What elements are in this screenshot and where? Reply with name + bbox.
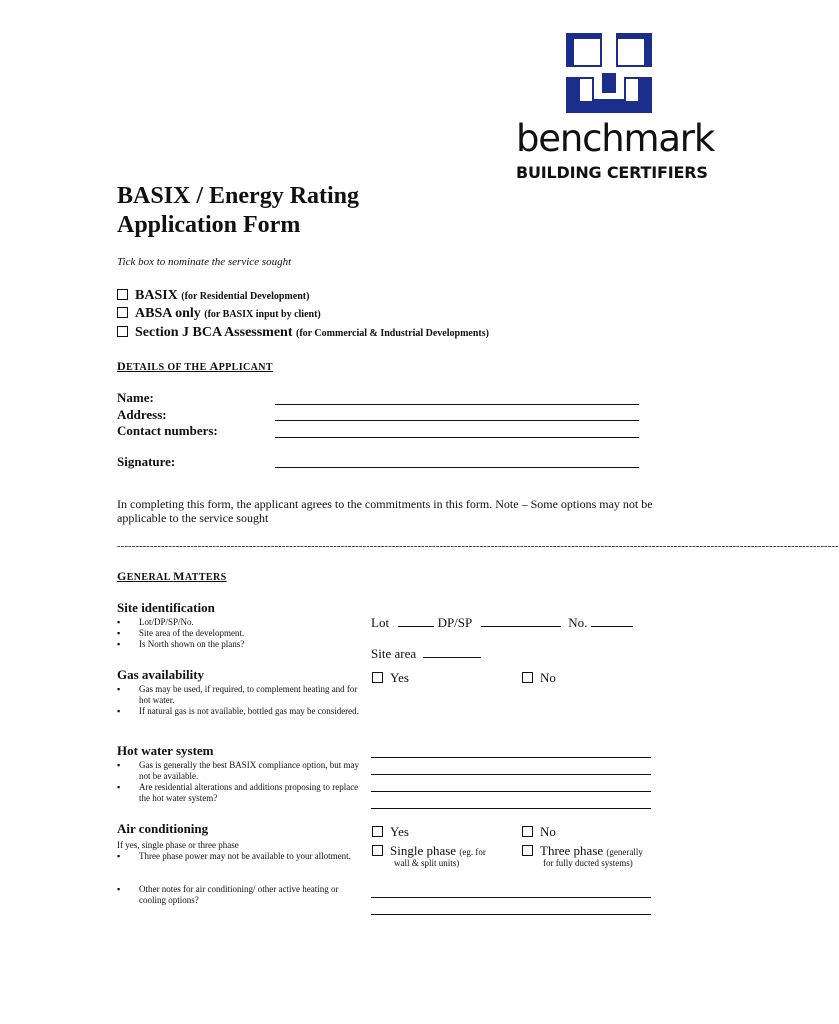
gas-availability-title: Gas availability: [117, 667, 205, 682]
hot-water-line-1[interactable]: [371, 757, 651, 758]
site-area-field[interactable]: [423, 646, 481, 658]
hot-water-title: Hot water system: [117, 743, 214, 758]
list-item: ▪ Three phase power may not be available to your allotment.: [117, 851, 362, 862]
gas-no-option[interactable]: [522, 671, 556, 684]
service-basix-label: BASIX: [135, 288, 178, 303]
checkbox-air-yes[interactable]: [372, 826, 383, 837]
lot-label: Lot: [371, 615, 390, 630]
signature-label: Signature:: [117, 454, 176, 469]
air-no-label: No: [540, 824, 556, 839]
checkbox-absa[interactable]: [117, 307, 128, 318]
name-label: Name:: [117, 390, 154, 405]
single-phase-option[interactable]: [372, 844, 486, 857]
air-intro: If yes, single phase or three phase: [117, 840, 239, 850]
contact-field[interactable]: [275, 437, 639, 438]
air-no-option[interactable]: [522, 825, 556, 838]
dpsp-field[interactable]: [481, 615, 561, 627]
list-item: ▪ Is North shown on the plans?: [117, 639, 362, 650]
hot-water-line-4[interactable]: [371, 808, 651, 809]
single-phase-label: Single phase: [390, 843, 457, 858]
gas-bullets: [117, 684, 362, 717]
site-area-label: Site area: [371, 646, 417, 661]
form-title-line1: BASIX / Energy Rating: [117, 183, 360, 209]
hot-water-line-3[interactable]: [371, 791, 651, 792]
list-item: ▪ Gas may be used, if required, to complement heating and for hot water.: [117, 684, 362, 706]
air-yes-option[interactable]: [372, 825, 409, 838]
logo-tagline: BUILDING CERTIFIERS: [516, 163, 708, 182]
air-notes-line-2[interactable]: [371, 914, 651, 915]
checkbox-section-j[interactable]: [117, 326, 128, 337]
single-phase-note-2: wall & split units): [394, 858, 460, 868]
hot-water-bullets: [117, 760, 362, 804]
service-section-j[interactable]: [117, 326, 489, 340]
agreement-text: In completing this form, the applicant agrees to the commitments in this form. Note – Some options may not be applicable to the service sought: [117, 497, 653, 525]
list-item: ▪ If natural gas is not available, bottled gas may be considered.: [117, 706, 362, 717]
air-yes-label: Yes: [390, 824, 409, 839]
three-phase-note-2: for fully ducted systems): [543, 858, 633, 868]
list-item: ▪ Lot/DP/SP/No.: [117, 617, 362, 628]
address-field[interactable]: [275, 420, 639, 421]
site-area-row: [371, 646, 481, 660]
list-item: ▪ Are residential alterations and additions proposing to replace the hot water system?: [117, 782, 362, 804]
site-identification-title: Site identification: [117, 600, 215, 615]
name-field[interactable]: [275, 404, 639, 405]
service-basix[interactable]: [117, 289, 309, 303]
gas-no-label: No: [540, 670, 556, 685]
tick-instruction: Tick box to nominate the service sought: [117, 256, 292, 268]
list-item: ▪ Gas is generally the best BASIX compliance option, but may not be available.: [117, 760, 362, 782]
gas-yes-option[interactable]: [372, 671, 409, 684]
checkbox-gas-yes[interactable]: [372, 672, 383, 683]
three-phase-option[interactable]: [522, 844, 643, 857]
list-item: ▪ Site area of the development.: [117, 628, 362, 639]
form-title-line2: Application Form: [117, 212, 301, 238]
logo-brand-name: benchmark: [516, 117, 715, 160]
contact-label: Contact numbers:: [117, 423, 218, 438]
gas-yes-label: Yes: [390, 670, 409, 685]
site-bullets: [117, 617, 362, 650]
air-conditioning-title: Air conditioning: [117, 821, 209, 836]
checkbox-three-phase[interactable]: [522, 845, 533, 856]
service-absa-detail: (for BASIX input by client): [204, 309, 321, 320]
checkbox-single-phase[interactable]: [372, 845, 383, 856]
service-section-j-detail: (for Commercial & Industrial Developments): [296, 328, 489, 339]
three-phase-label: Three phase: [540, 843, 604, 858]
lot-field[interactable]: [398, 615, 434, 627]
service-absa-label: ABSA only: [135, 306, 201, 321]
general-matters-heading: GENERAL MATTERS: [117, 569, 227, 583]
checkbox-gas-no[interactable]: [522, 672, 533, 683]
checkbox-air-no[interactable]: [522, 826, 533, 837]
single-phase-note: (eg. for: [459, 847, 486, 857]
air-notes-line-1[interactable]: [371, 897, 651, 898]
hot-water-line-2[interactable]: [371, 774, 651, 775]
benchmark-logo-mark: [566, 33, 652, 113]
list-item: ▪ Other notes for air conditioning/ other active heating or cooling options?: [117, 884, 362, 906]
dashed-separator: -----------------------------------------------------------------------------------------------------------------------------------------------------------------------------------------------------: [117, 540, 839, 552]
air-bullets-2: [117, 884, 362, 906]
air-bullets: [117, 851, 362, 862]
service-basix-detail: (for Residential Development): [181, 291, 310, 302]
signature-field[interactable]: [275, 467, 639, 468]
no-label: No.: [568, 615, 588, 630]
three-phase-note: (generally: [606, 847, 643, 857]
applicant-heading: DETAILS OF THE APPLICANT: [117, 359, 273, 373]
address-label: Address:: [117, 407, 167, 422]
service-section-j-label: Section J BCA Assessment: [135, 325, 293, 340]
number-field[interactable]: [591, 615, 633, 627]
checkbox-basix[interactable]: [117, 289, 128, 300]
dpsp-label: DP/SP: [437, 615, 472, 630]
service-absa[interactable]: [117, 307, 321, 321]
lot-row: [371, 615, 633, 629]
